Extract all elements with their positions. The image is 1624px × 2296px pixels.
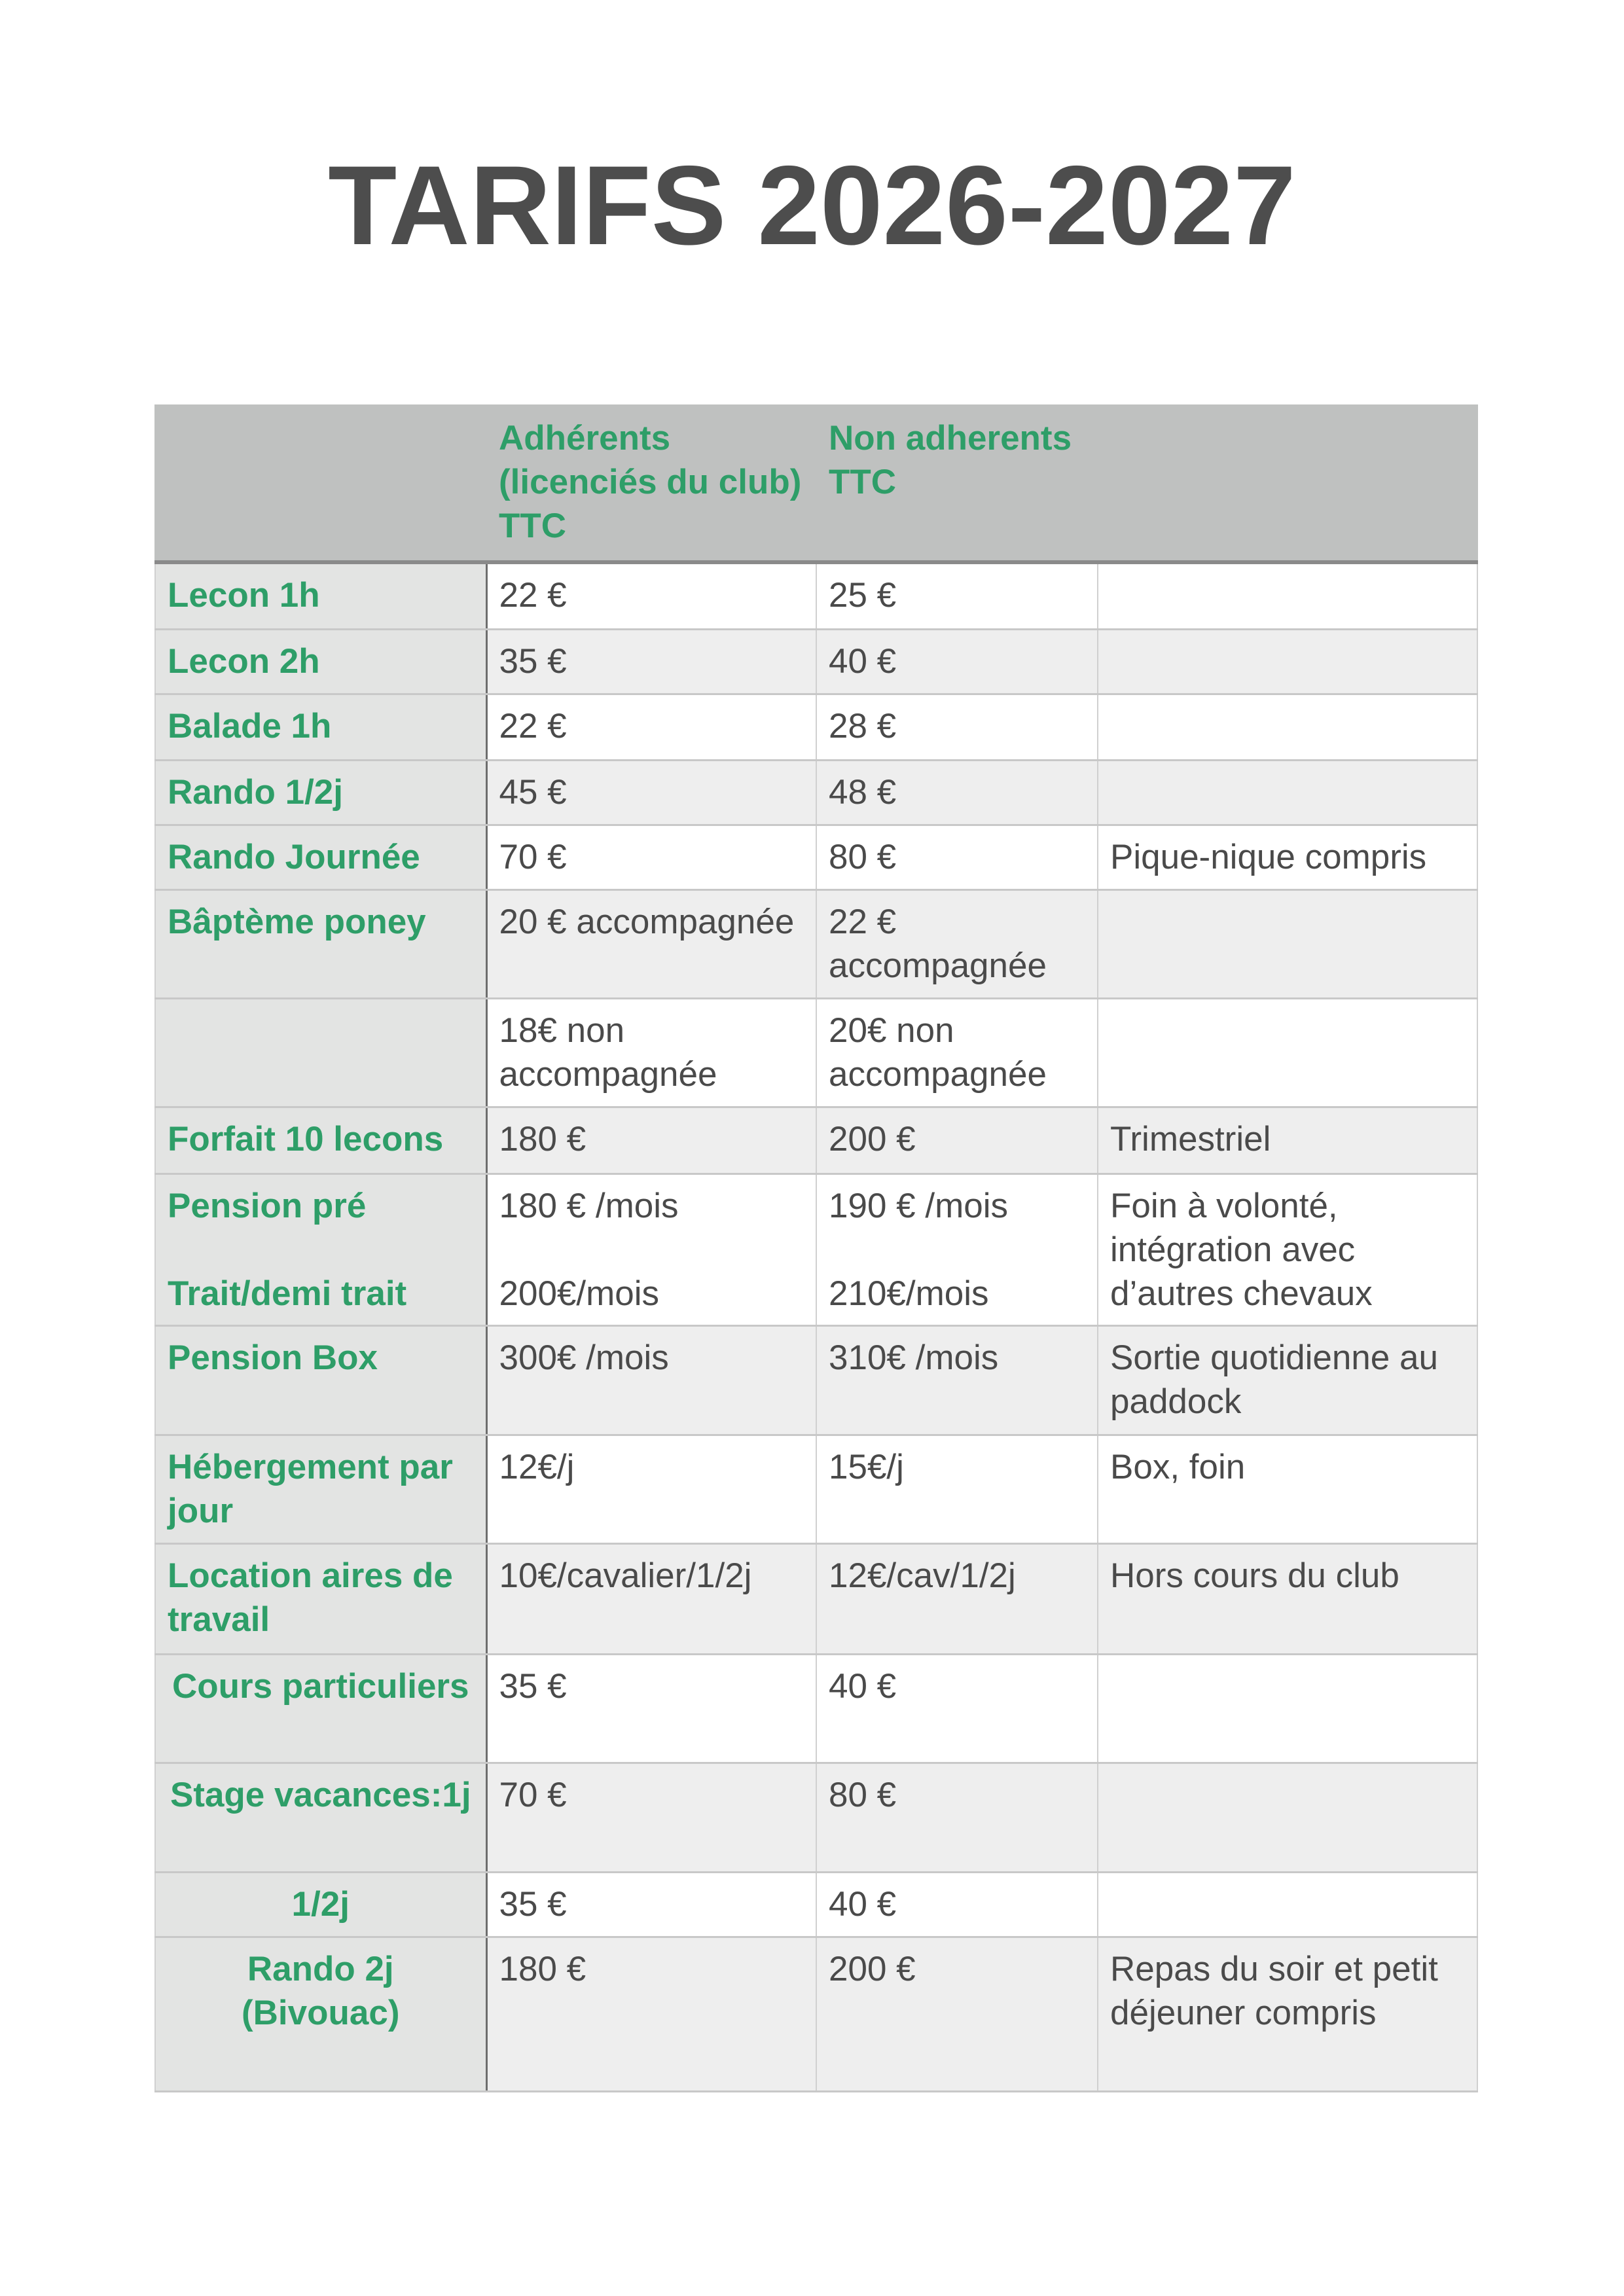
price-adherents: 70 € bbox=[486, 1763, 816, 1872]
price-adherents: 18€ non accompagnée bbox=[486, 998, 816, 1107]
row-label: Lecon 1h bbox=[155, 562, 486, 629]
row-note: Foin à volonté, intégration avec d’autres chevaux bbox=[1098, 1174, 1477, 1325]
table-row bbox=[155, 889, 1477, 998]
table-row bbox=[155, 1654, 1477, 1763]
row-label-line: Trait/demi trait bbox=[168, 1274, 407, 1313]
table-row bbox=[155, 825, 1477, 889]
header-empty-cell bbox=[155, 404, 486, 562]
price-adherents: 35 € bbox=[486, 1872, 816, 1937]
table-row bbox=[155, 1174, 1477, 1325]
table-row bbox=[155, 629, 1477, 694]
price-non-adherents: 200 € bbox=[816, 1107, 1098, 1174]
row-label: Rando 1/2j bbox=[155, 760, 486, 825]
price-adherents: 10€/cavalier/1/2j bbox=[486, 1543, 816, 1654]
row-label-line: Pension pré bbox=[168, 1186, 367, 1225]
price-adherents: 35 € bbox=[486, 629, 816, 694]
price-adherents: 35 € bbox=[486, 1654, 816, 1763]
table-row bbox=[155, 694, 1477, 760]
price-adherents: 22 € bbox=[486, 562, 816, 629]
table-row bbox=[155, 1543, 1477, 1654]
row-label bbox=[155, 1174, 486, 1325]
price-adherents bbox=[486, 1174, 816, 1325]
price-non-adherents: 40 € bbox=[816, 1872, 1098, 1937]
header-adherents: Adhérents (licenciés du club) TTC bbox=[486, 404, 816, 562]
header-notes bbox=[1098, 404, 1477, 562]
price-line: 190 € /mois bbox=[829, 1186, 1008, 1225]
table-row bbox=[155, 1107, 1477, 1174]
row-label: 1/2j bbox=[155, 1872, 486, 1937]
header-non-adherents: Non adherents TTC bbox=[816, 404, 1098, 562]
price-non-adherents: 48 € bbox=[816, 760, 1098, 825]
table-row bbox=[155, 998, 1477, 1107]
price-non-adherents: 25 € bbox=[816, 562, 1098, 629]
table-row bbox=[155, 1763, 1477, 1872]
row-label: Balade 1h bbox=[155, 694, 486, 760]
price-non-adherents: 200 € bbox=[816, 1937, 1098, 2091]
row-label: Forfait 10 lecons bbox=[155, 1107, 486, 1174]
price-adherents: 300€ /mois bbox=[486, 1325, 816, 1435]
row-note: Trimestriel bbox=[1098, 1107, 1477, 1174]
table-row bbox=[155, 1325, 1477, 1435]
row-note bbox=[1098, 1763, 1477, 1872]
price-non-adherents: 80 € bbox=[816, 825, 1098, 889]
price-non-adherents bbox=[816, 1174, 1098, 1325]
row-label: Rando 2j (Bivouac) bbox=[155, 1937, 486, 2091]
price-adherents: 22 € bbox=[486, 694, 816, 760]
price-non-adherents: 22 € accompagnée bbox=[816, 889, 1098, 998]
row-label: Location aires de travail bbox=[155, 1543, 486, 1654]
price-line: 210€/mois bbox=[829, 1274, 989, 1313]
price-line: 200€/mois bbox=[499, 1274, 660, 1313]
row-note: Repas du soir et petit déjeuner compris bbox=[1098, 1937, 1477, 2091]
row-note: Sortie quotidienne au paddock bbox=[1098, 1325, 1477, 1435]
row-note: Hors cours du club bbox=[1098, 1543, 1477, 1654]
row-label: Cours particuliers bbox=[155, 1654, 486, 1763]
price-adherents: 20 € accompagnée bbox=[486, 889, 816, 998]
row-note bbox=[1098, 889, 1477, 998]
row-label: Lecon 2h bbox=[155, 629, 486, 694]
row-note bbox=[1098, 694, 1477, 760]
row-label: Rando Journée bbox=[155, 825, 486, 889]
page-title: TARIFS 2026-2027 bbox=[328, 143, 1296, 268]
price-adherents: 45 € bbox=[486, 760, 816, 825]
row-note: Box, foin bbox=[1098, 1435, 1477, 1543]
row-note bbox=[1098, 629, 1477, 694]
price-table bbox=[154, 404, 1478, 2092]
price-non-adherents: 15€/j bbox=[816, 1435, 1098, 1543]
row-note bbox=[1098, 760, 1477, 825]
price-non-adherents: 12€/cav/1/2j bbox=[816, 1543, 1098, 1654]
table-row bbox=[155, 1872, 1477, 1937]
table-row bbox=[155, 760, 1477, 825]
row-label: Hébergement par jour bbox=[155, 1435, 486, 1543]
row-note: Pique-nique compris bbox=[1098, 825, 1477, 889]
row-label bbox=[155, 998, 486, 1107]
row-note bbox=[1098, 1654, 1477, 1763]
row-note bbox=[1098, 1872, 1477, 1937]
price-non-adherents: 28 € bbox=[816, 694, 1098, 760]
price-adherents: 180 € bbox=[486, 1107, 816, 1174]
price-line: 180 € /mois bbox=[499, 1186, 679, 1225]
table-row bbox=[155, 1435, 1477, 1543]
price-adherents: 70 € bbox=[486, 825, 816, 889]
table-row bbox=[155, 562, 1477, 629]
price-non-adherents: 80 € bbox=[816, 1763, 1098, 1872]
price-adherents: 180 € bbox=[486, 1937, 816, 2091]
price-non-adherents: 20€ non accompagnée bbox=[816, 998, 1098, 1107]
row-note bbox=[1098, 998, 1477, 1107]
table-row bbox=[155, 1937, 1477, 2091]
row-label: Pension Box bbox=[155, 1325, 486, 1435]
row-note bbox=[1098, 562, 1477, 629]
row-label: Bâptème poney bbox=[155, 889, 486, 998]
price-non-adherents: 40 € bbox=[816, 629, 1098, 694]
price-adherents: 12€/j bbox=[486, 1435, 816, 1543]
row-label: Stage vacances:1j bbox=[155, 1763, 486, 1872]
price-non-adherents: 310€ /mois bbox=[816, 1325, 1098, 1435]
price-non-adherents: 40 € bbox=[816, 1654, 1098, 1763]
table-header-row bbox=[155, 404, 1477, 562]
